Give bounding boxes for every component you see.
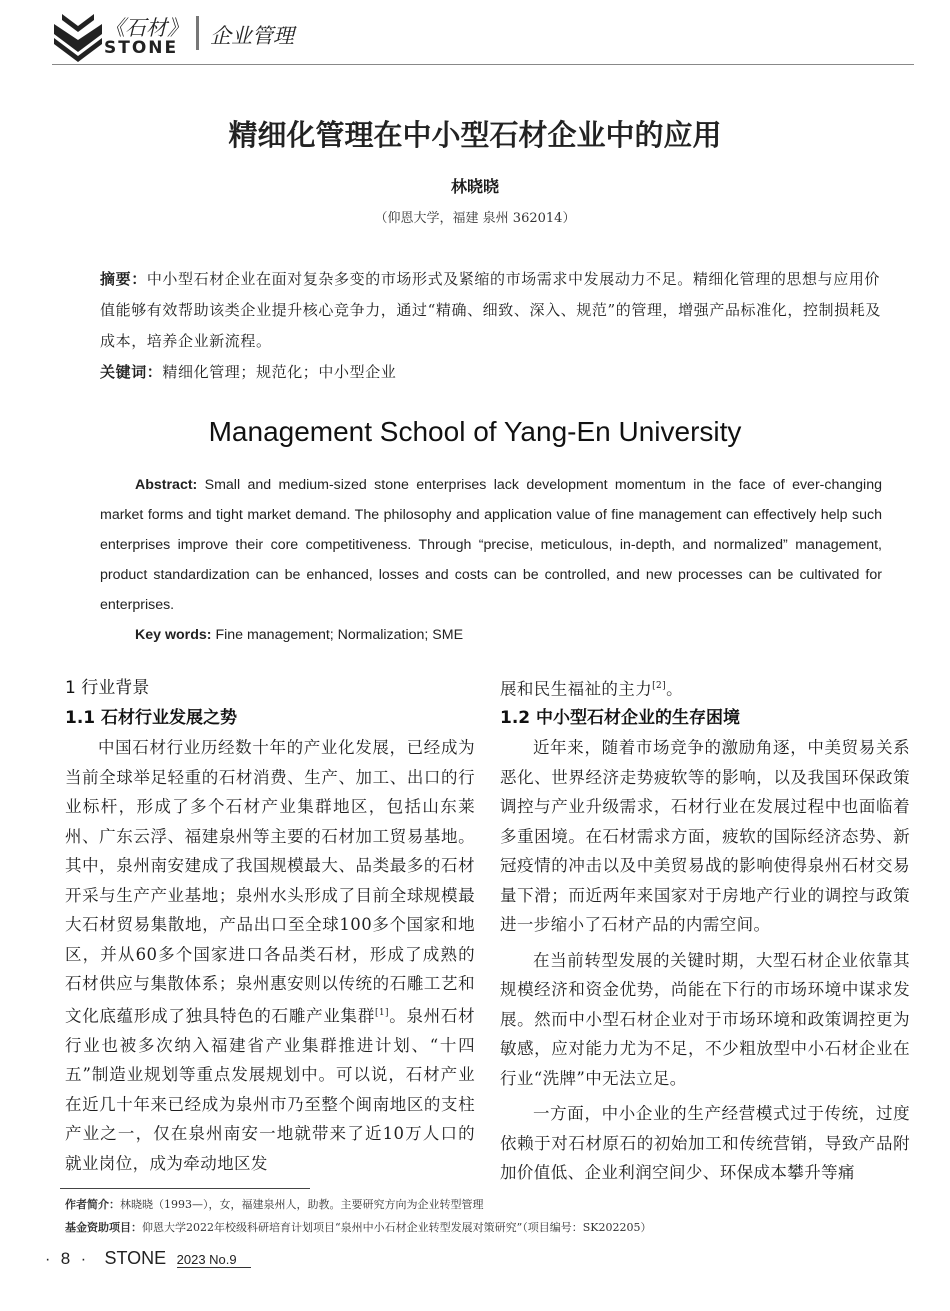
abstract-cn bbox=[100, 264, 884, 357]
logo-title: 《石材》 bbox=[104, 16, 188, 40]
paragraph-4: 一方面，中小企业的生产经营模式过于传统，过度依赖于对石材原石的初始加工和传统营销，导致产品附加价值低、企业利润空间少、环保成本攀升等痛 bbox=[500, 1104, 910, 1182]
keywords-en-label: Key words: bbox=[135, 627, 212, 643]
column-1-body bbox=[65, 733, 475, 1178]
reference-2: [2] bbox=[652, 681, 667, 691]
page-header bbox=[0, 0, 950, 70]
keywords-en-text: Fine management; Normalization; SME bbox=[215, 627, 464, 643]
journal-name: STONE bbox=[104, 1248, 167, 1268]
page-dot-left: · bbox=[45, 1251, 51, 1268]
fund-footnote-text: 仰恩大学2022年校级科研培育计划项目“泉州中小石材企业转型发展对策研究”（项目编号：SK202205） bbox=[142, 1221, 652, 1234]
author-footnote bbox=[65, 1196, 484, 1212]
section-1-2-heading: 1.2 中小型石材企业的生存困境 bbox=[500, 708, 741, 728]
journal-issue: 2023 No.9 bbox=[177, 1252, 251, 1268]
page-footer bbox=[45, 1248, 251, 1269]
article-title: 精细化管理在中小型石材企业中的应用 bbox=[228, 118, 722, 152]
footnote-rule bbox=[60, 1188, 310, 1189]
keywords-en bbox=[135, 620, 885, 650]
article-author: 林晓晓 bbox=[450, 177, 499, 196]
column-2-continuation bbox=[500, 672, 910, 704]
fund-footnote-label: 基金资助项目： bbox=[65, 1221, 142, 1234]
section-name: 企业管理 bbox=[210, 24, 294, 48]
keywords-cn-label: 关键词： bbox=[100, 363, 163, 381]
paragraph-2: 近年来，随着市场竞争的激励角逐，中美贸易关系恶化、世界经济走势疲软等的影响，以及我国环保政策调控与产业升级需求，石材行业在发展过程中也面临着多重困境。在石材需求方面，疲软的国际经济态势、新冠疫情的冲击以及中美贸易战的影响使得泉州石材交易量下滑；而近两年来国家对于房地产行业的调控与政策进一步缩小了石材产品的内需空间。 bbox=[500, 738, 910, 934]
page-number: 8 bbox=[60, 1249, 71, 1268]
english-title: Management School of Yang-En University bbox=[208, 416, 742, 447]
article-affiliation: （仰恩大学，福建 泉州 362014） bbox=[374, 211, 576, 226]
paragraph-1-cont: 。泉州石材行业也被多次纳入福建省产业集群推进计划、“十四五”制造业规划等重点发展规划中。可以说，石材产业在近几十年来已经成为泉州市乃至整个闽南地区的支柱产业之一，仅在泉州南安一地就带来了近10万人口的就业岗位，成为牵动地区发 bbox=[65, 1006, 476, 1173]
paragraph-1 bbox=[65, 733, 475, 1178]
abstract-en-text: Small and medium-sized stone enterprises lack development momentum in the face of ever-changing market forms and tight market demand. The philosophy and application value of fine management can effectively help such enterprises improve their core competitiveness. Through “precise, meticulous, in-depth, and normalized” management, product standardization can be enhanced, losses and costs can be controlled, and new processes can be cultivated for enterprises. bbox=[100, 477, 882, 613]
abstract-cn-text: 中小型石材企业在面对复杂多变的市场形式及紧缩的市场需求中发展动力不足。精细化管理的思想与应用价值能够有效帮助该类企业提升核心竞争力，通过“精确、细致、深入、规范”的管理，增强产品标准化，控制损耗及成本，培养企业新流程。 bbox=[100, 270, 881, 350]
keywords-cn bbox=[100, 357, 884, 388]
column-2-body bbox=[500, 733, 910, 1188]
reference-1: [1] bbox=[374, 1007, 389, 1018]
author-footnote-label: 作者简介： bbox=[65, 1198, 120, 1211]
keywords-cn-text: 精细化管理；规范化；中小型企业 bbox=[162, 363, 397, 381]
header-rule bbox=[52, 64, 914, 65]
header-separator bbox=[196, 16, 199, 50]
section-1-1-heading: 1.1 石材行业发展之势 bbox=[65, 708, 238, 728]
paragraph-1-text: 中国石材行业历经数十年的产业化发展，已经成为当前全球举足轻重的石材消费、生产、加工、出口的行业标杆，形成了多个石材产业集群地区，包括山东莱州、广东云浮、福建泉州等主要的石材加工贸易基地。其中，泉州南安建成了我国规模最大、品类最多的石材开采与生产产业基地；泉州水头形成了目前全球规模最大石材贸易集散地，产品出口至全球100多个国家和地区，并从60多个国家进口各品类石材，形成了成熟的石材供应与集散体系；泉州惠安则以传统的石雕工艺和文化底蕴形成了独具特色的石雕产业集群 bbox=[65, 738, 475, 1025]
fund-footnote bbox=[65, 1219, 651, 1235]
paragraph-3: 在当前转型发展的关键时期，大型石材企业依靠其规模经济和资金优势，尚能在下行的市场环境中谋求发展。然而中小型石材企业对于市场环境和政策调控更为敏感，应对能力尤为不足，不少粗放型中小石材企业在行业“洗牌”中无法立足。 bbox=[500, 950, 910, 1088]
abstract-en bbox=[100, 470, 882, 620]
page-dot-right: · bbox=[80, 1251, 87, 1268]
abstract-en-label: Abstract: bbox=[135, 477, 198, 493]
author-footnote-text: 林晓晓（1993—），女，福建泉州人，助教。主要研究方向为企业转型管理 bbox=[120, 1198, 484, 1211]
logo-stone-text: STONE bbox=[104, 38, 179, 58]
abstract-cn-label: 摘要： bbox=[100, 270, 147, 288]
section-1-heading: 1 行业背景 bbox=[65, 678, 150, 698]
continuation-text: 展和民生福祉的主力 bbox=[500, 679, 653, 699]
continuation-end: 。 bbox=[666, 679, 683, 699]
